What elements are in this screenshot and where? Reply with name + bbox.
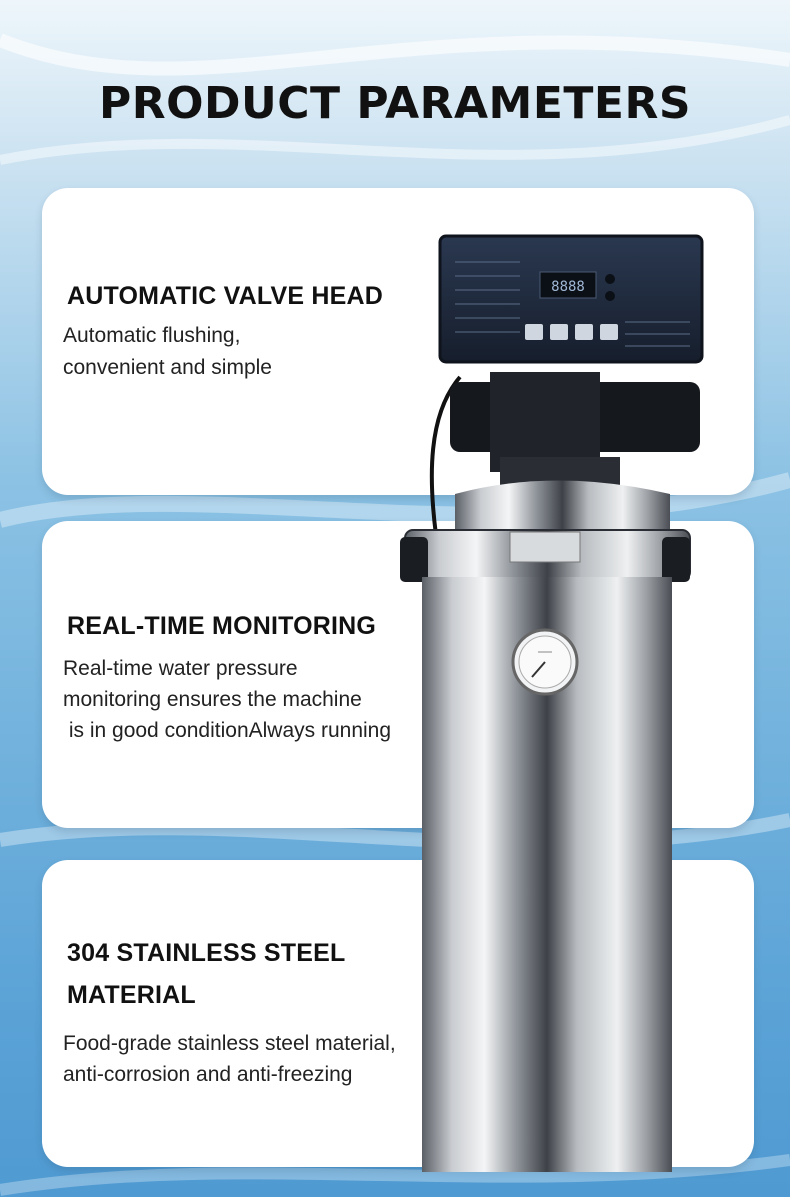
feature-title: 304 STAINLESS STEEL (67, 939, 346, 967)
feature-desc-line: anti-corrosion and anti-freezing (63, 1063, 353, 1086)
panel-button-icon (600, 324, 618, 340)
feature-desc-line: Real-time water pressure (63, 657, 298, 680)
panel-button-icon (525, 324, 543, 340)
panel-button-icon (550, 324, 568, 340)
feature-desc-line: convenient and simple (63, 356, 272, 379)
page-title: PRODUCT PARAMETERS (98, 78, 692, 129)
feature-title: MATERIAL (67, 981, 196, 1009)
feature-title: AUTOMATIC VALVE HEAD (67, 282, 384, 310)
tank-dome (455, 481, 670, 533)
panel-button-icon (575, 324, 593, 340)
feature-desc-line: Automatic flushing, (63, 324, 241, 347)
display-digits: 8888 (551, 279, 585, 295)
control-panel (440, 236, 702, 362)
feature-desc-line: is in good conditionAlways running (63, 719, 392, 742)
feature-desc-line: Food-grade stainless steel material, (63, 1032, 396, 1055)
feature-title: REAL-TIME MONITORING (67, 612, 377, 640)
water-filter-product-image (400, 232, 710, 1172)
feature-desc-line: monitoring ensures the machine (63, 688, 362, 711)
